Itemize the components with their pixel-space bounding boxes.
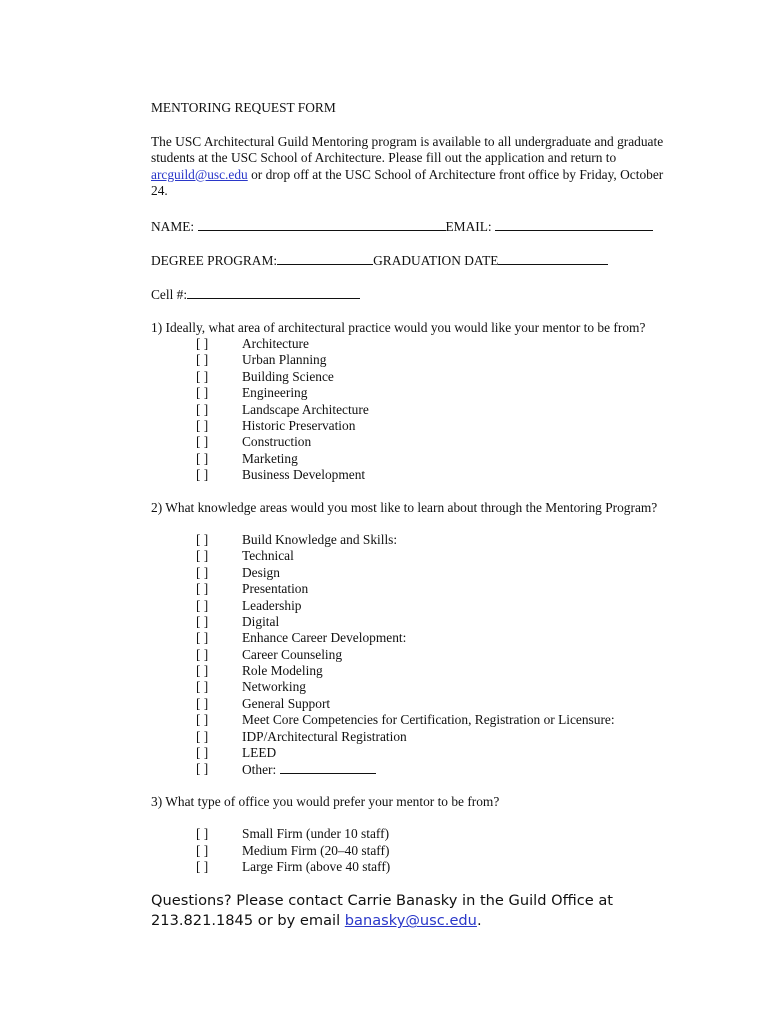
option-construction bbox=[151, 434, 681, 450]
option-general-support bbox=[151, 696, 681, 712]
question-2: 2) What knowledge areas would you most like to learn about through the Mentoring Program? bbox=[151, 499, 658, 515]
checkbox[interactable]: [ ] bbox=[196, 434, 209, 450]
option-digital bbox=[151, 614, 681, 630]
option-label: Building Science bbox=[242, 368, 334, 384]
option-historic-preservation bbox=[151, 418, 681, 434]
option-label: Architecture bbox=[242, 336, 309, 352]
question-1-options bbox=[151, 336, 681, 484]
option-label: Construction bbox=[242, 434, 312, 450]
option-label: Build Knowledge and Skills: bbox=[242, 531, 398, 547]
option-label: Urban Planning bbox=[242, 352, 327, 368]
checkbox[interactable]: [ ] bbox=[196, 581, 209, 597]
option-business-development bbox=[151, 467, 681, 483]
cell-label: Cell #: bbox=[151, 286, 188, 302]
option-label: Networking bbox=[242, 679, 306, 695]
option-label: Leadership bbox=[242, 597, 302, 613]
option-label: Large Firm (above 40 staff) bbox=[242, 859, 391, 874]
option-label: Business Development bbox=[242, 467, 366, 483]
option-small-firm bbox=[151, 826, 681, 842]
option-label: Role Modeling bbox=[242, 663, 323, 679]
option-presentation bbox=[151, 581, 681, 597]
option-other-group bbox=[242, 761, 376, 778]
checkbox[interactable]: [ ] bbox=[196, 761, 209, 777]
option-core-competencies bbox=[151, 712, 681, 728]
option-enhance-career bbox=[151, 630, 681, 646]
option-label: Presentation bbox=[242, 581, 309, 597]
name-label: NAME: bbox=[151, 218, 198, 234]
checkbox[interactable]: [ ] bbox=[196, 352, 209, 368]
question-3-options bbox=[151, 826, 681, 875]
option-label: Enhance Career Development: bbox=[242, 630, 407, 646]
question-2-options bbox=[151, 532, 681, 778]
option-technical bbox=[151, 548, 681, 564]
option-label: Design bbox=[242, 564, 280, 580]
option-networking bbox=[151, 679, 681, 695]
degree-graduation-row bbox=[151, 252, 681, 270]
checkbox[interactable]: [ ] bbox=[196, 663, 209, 679]
checkbox[interactable]: [ ] bbox=[196, 385, 209, 401]
option-building-science bbox=[151, 369, 681, 385]
checkbox[interactable]: [ ] bbox=[196, 842, 209, 858]
degree-label: DEGREE PROGRAM: bbox=[151, 252, 278, 268]
option-marketing bbox=[151, 451, 681, 467]
option-label: Historic Preservation bbox=[242, 417, 356, 433]
option-landscape-architecture bbox=[151, 402, 681, 418]
option-urban-planning bbox=[151, 352, 681, 368]
form-title: MENTORING REQUEST FORM bbox=[151, 100, 336, 115]
checkbox[interactable]: [ ] bbox=[196, 646, 209, 662]
checkbox[interactable]: [ ] bbox=[196, 712, 209, 728]
option-label: Landscape Architecture bbox=[242, 401, 369, 417]
checkbox[interactable]: [ ] bbox=[196, 728, 209, 744]
checkbox[interactable]: [ ] bbox=[196, 613, 209, 629]
option-label: Technical bbox=[242, 548, 294, 564]
intro-text: The USC Architectural Guild Mentoring program is available to all undergraduate and graduate students at the USC School of Architecture. Please fill out the application and return to bbox=[151, 134, 664, 166]
other-field[interactable] bbox=[280, 761, 376, 774]
checkbox[interactable]: [ ] bbox=[196, 336, 209, 352]
form-page bbox=[151, 100, 681, 931]
option-role-modeling bbox=[151, 663, 681, 679]
checkbox[interactable]: [ ] bbox=[196, 630, 209, 646]
graduation-field[interactable] bbox=[498, 252, 608, 265]
email-label: EMAIL: bbox=[445, 218, 495, 234]
option-label: Other: bbox=[242, 762, 280, 778]
checkbox[interactable]: [ ] bbox=[196, 548, 209, 564]
question-3: 3) What type of office you would prefer your mentor to be from? bbox=[151, 793, 500, 809]
option-large-firm bbox=[151, 859, 681, 875]
option-idp-registration bbox=[151, 729, 681, 745]
checkbox[interactable]: [ ] bbox=[196, 467, 209, 483]
option-label: Meet Core Competencies for Certification, Registration or Licensure: bbox=[242, 712, 615, 728]
intro-paragraph bbox=[151, 134, 681, 200]
email-field[interactable] bbox=[495, 218, 653, 231]
checkbox[interactable]: [ ] bbox=[196, 745, 209, 761]
option-label: LEED bbox=[242, 745, 277, 761]
option-label: IDP/Architectural Registration bbox=[242, 728, 407, 744]
checkbox[interactable]: [ ] bbox=[196, 564, 209, 580]
checkbox[interactable]: [ ] bbox=[196, 531, 209, 547]
option-other bbox=[151, 761, 681, 777]
checkbox[interactable]: [ ] bbox=[196, 401, 209, 417]
option-label: General Support bbox=[242, 695, 331, 711]
option-label: Engineering bbox=[242, 385, 308, 401]
name-email-row bbox=[151, 218, 681, 236]
option-label: Career Counseling bbox=[242, 646, 343, 662]
option-leed bbox=[151, 745, 681, 761]
option-architecture bbox=[151, 336, 681, 352]
option-label: Small Firm (under 10 staff) bbox=[242, 826, 390, 842]
cell-row bbox=[151, 286, 681, 304]
checkbox[interactable]: [ ] bbox=[196, 450, 209, 466]
intro-text-end: or drop off at the USC School of Architecture front office by Friday, October 24. bbox=[151, 166, 664, 199]
graduation-label: GRADUATION DATE bbox=[373, 252, 499, 268]
option-label: Digital bbox=[242, 613, 280, 629]
option-medium-firm bbox=[151, 843, 681, 859]
checkbox[interactable]: [ ] bbox=[196, 368, 209, 384]
question-1: 1) Ideally, what area of architectural practice would you would like your mentor to be from? bbox=[151, 319, 646, 335]
option-engineering bbox=[151, 385, 681, 401]
footer-text: Questions? Please contact Carrie Banasky in the Guild Office at 213.821.1845 or by email bbox=[151, 892, 614, 930]
checkbox[interactable]: [ ] bbox=[196, 859, 209, 874]
checkbox[interactable]: [ ] bbox=[196, 679, 209, 695]
arcguild-email-link[interactable]: arcguild@usc.edu bbox=[151, 166, 248, 182]
cell-field[interactable] bbox=[187, 286, 360, 299]
degree-field[interactable] bbox=[277, 252, 373, 265]
option-label: Marketing bbox=[242, 450, 298, 466]
banasky-email-link[interactable]: banasky@usc.edu bbox=[344, 912, 477, 930]
checkbox[interactable]: [ ] bbox=[196, 597, 209, 613]
checkbox[interactable]: [ ] bbox=[196, 695, 209, 711]
questions-footer bbox=[151, 891, 681, 931]
name-field[interactable] bbox=[198, 218, 446, 231]
option-build-knowledge bbox=[151, 532, 681, 548]
option-leadership bbox=[151, 598, 681, 614]
option-career-counseling bbox=[151, 647, 681, 663]
option-design bbox=[151, 565, 681, 581]
checkbox[interactable]: [ ] bbox=[196, 826, 209, 842]
option-label: Medium Firm (20–40 staff) bbox=[242, 842, 390, 858]
footer-end: . bbox=[476, 912, 482, 930]
checkbox[interactable]: [ ] bbox=[196, 417, 209, 433]
